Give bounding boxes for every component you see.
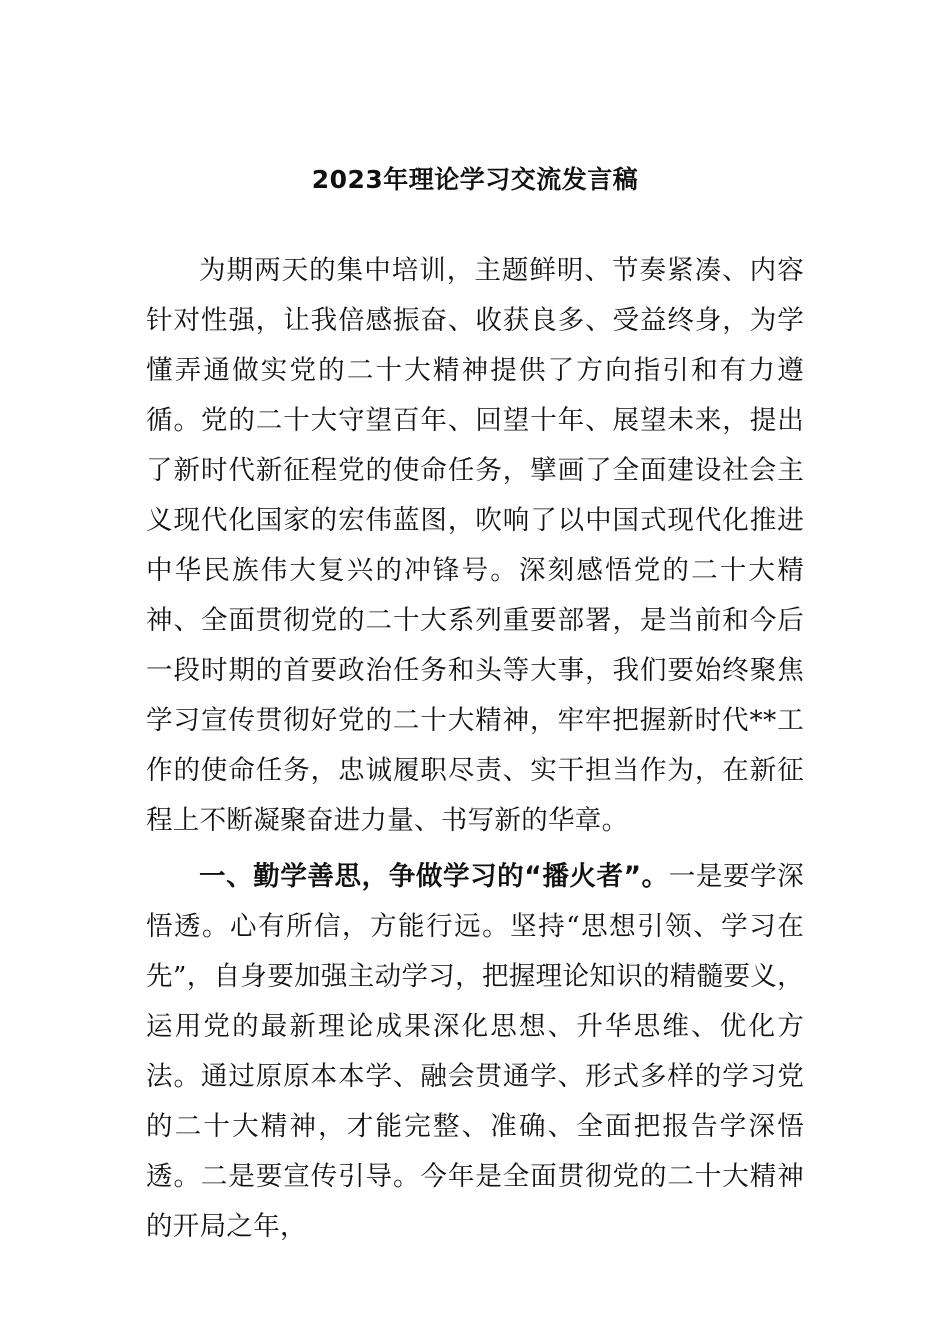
intro-paragraph: 为期两天的集中培训，主题鲜明、节奏紧凑、内容针对性强，让我倍感振奋、收获良多、受益终身，为学懂弄通做实党的二十大精神提供了方向指引和有力遵循。党的二十大守望百年、回望十年、展望未来，提出了新时代新征程党的使命任务，擘画了全面建设社会主义现代化国家的宏伟蓝图，吹响了以中国式现代化推进中华民族伟大复兴的冲锋号。深刻感悟党的二十大精神、全面贯彻党的二十大系列重要部署，是当前和今后一段时期的首要政治任务和头等大事，我们要始终聚焦学习宣传贯彻好党的二十大精神，牢牢把握新时代**工作的使命任务，忠诚履职尽责、实干担当作为，在新征程上不断凝聚奋进力量、书写新的华章。 xyxy=(146,255,804,836)
document-body xyxy=(146,246,804,1252)
document-title: 2023年理论学习交流发言稿 xyxy=(311,165,639,194)
section-one-text: 一是要学深悟透。心有所信，方能行远。坚持“思想引领、学习在先”，自身要加强主动学习，把握理论知识的精髓要义，运用党的最新理论成果深化思想、升华思维、优化方法。通过原原本本学、融会贯通学、形式多样的学习党的二十大精神，才能完整、准确、全面把报告学深悟透。二是要宣传引导。今年是全面贯彻党的二十大精神的开局之年， xyxy=(146,861,805,1242)
section-one-paragraph xyxy=(146,852,804,1252)
section-one-heading: 一、勤学善思，争做学习的“播火者”。 xyxy=(199,861,669,892)
